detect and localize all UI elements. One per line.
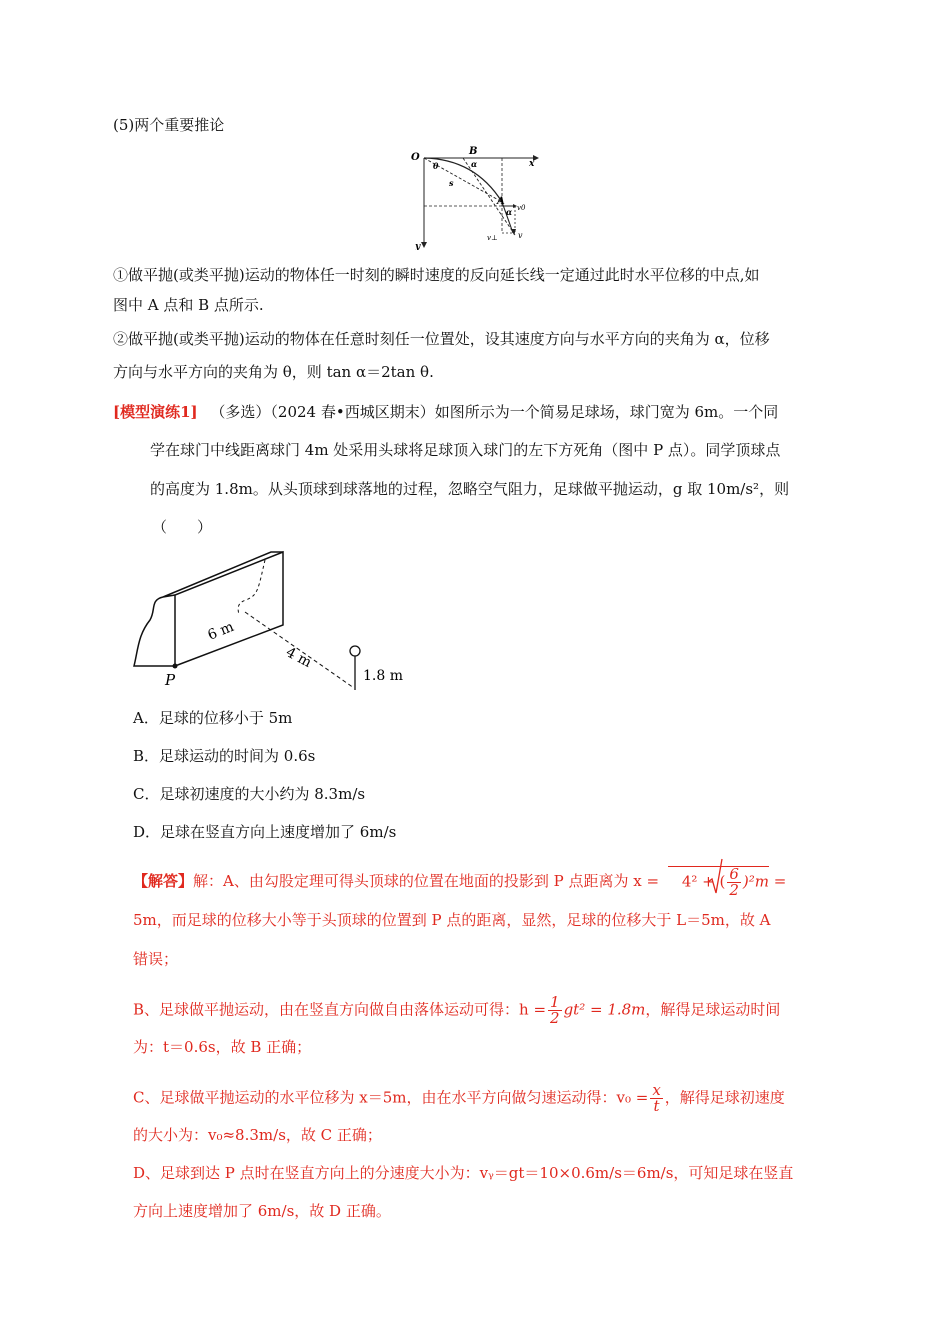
label-a: A (497, 196, 505, 207)
sqrt-expression: 4² + ( $\frac{6}{2}$ )²m (668, 866, 769, 898)
option-b: B．足球运动的时间为 0.6s (133, 747, 316, 765)
option-c: C．足球初速度的大小约为 8.3m/s (133, 785, 366, 803)
label-alpha: α (471, 159, 478, 169)
option-d: D．足球在竖直方向上速度增加了 6m/s (133, 823, 397, 841)
inference-2-line-2: 方向与水平方向的夹角为 θ，则 tan α＝2tan θ. (113, 363, 434, 381)
label-y: y (415, 242, 421, 250)
answer-b-line-1: B、足球做平抛运动，由在竖直方向做自由落体运动可得：h = $\frac{1}{2}$ gt² = 1.8m，解得足球运动时间 (133, 993, 781, 1027)
exercise-line-3: 的高度为 1.8m。从头顶球到球落地的过程，忽略空气阻力，足球做平抛运动，g 取 10m/s²，则 (150, 480, 790, 498)
velocity-extension (463, 158, 515, 235)
label-vperp: v⊥ (487, 234, 498, 242)
exercise-tag: [模型演练1] (113, 403, 198, 421)
answer-d-line-2: 方向上速度增加了 6m/s，故 D 正确。 (133, 1202, 391, 1220)
y-axis-arrow (421, 242, 427, 248)
point-p (173, 664, 178, 669)
label-theta: θ (433, 161, 439, 171)
label-distance: 4 m (283, 644, 315, 672)
label-p: P (165, 671, 176, 689)
answer-prefix: 【解答】 (133, 872, 194, 890)
ball-marker (350, 646, 360, 656)
label-s: s (449, 178, 454, 188)
answer-c-line-1: C、足球做平抛运动的水平位移为 x＝5m，由在水平方向做匀速运动得：v₀ = $\frac{x}{t}$ ，解得足球初速度 (133, 1081, 785, 1115)
answer-a-line-2: 5m，而足球的位移大小等于头顶球的位置到 P 点的距离，显然，足球的位移大于 L＝5m，故 A (133, 911, 771, 929)
answer-a-line-1: 【解答】解：A、由勾股定理可得头顶球的位置在地面的投影到 P 点距离为 x = 4² + ( $\frac{6}{2}$ )²m = (133, 865, 787, 899)
label-origin: O (411, 152, 420, 163)
section-heading: (5)两个重要推论 (113, 116, 225, 134)
inference-2-line-1: ②做平抛(或类平抛)运动的物体在任意时刻任一位置处，设其速度方向与水平方向的夹角为 α，位移 (113, 330, 770, 348)
label-height: 1.8 m (363, 668, 403, 684)
goal-side-net (134, 597, 175, 666)
football-goal-diagram (128, 540, 418, 690)
option-a: A．足球的位移小于 5m (133, 709, 293, 727)
label-v0: v0 (517, 204, 526, 212)
label-alpha2: α (506, 207, 513, 217)
label-b: B (469, 146, 478, 157)
answer-c-line-2: 的大小为：v₀≈8.3m/s，故 C 正确； (133, 1126, 382, 1144)
label-v: v (518, 231, 523, 240)
answer-d-line-1: D、足球到达 P 点时在竖直方向上的分速度大小为：vᵧ＝gt＝10×0.6m/s＝6m/s，可知足球在竖直 (133, 1164, 794, 1182)
projectile-diagram (405, 143, 550, 250)
label-x: x (529, 159, 535, 169)
answer-b-line-2: 为：t＝0.6s，故 B 正确； (133, 1038, 312, 1056)
label-width: 6 m (205, 618, 237, 644)
answer-a-line-3: 错误； (133, 950, 179, 968)
inference-1-line-1: ①做平抛(或类平抛)运动的物体任一时刻的瞬时速度的反向延长线一定通过此时水平位移的中点,如 (113, 266, 760, 284)
exercise-blank: （ ） (152, 518, 213, 536)
sqrt-sign-icon (707, 858, 723, 896)
exercise-line-2: 学在球门中线距离球门 4m 处采用头球将足球顶入球门的左下方死角（图中 P 点）。同学顶球点 (150, 441, 781, 459)
exercise-line-1: （多选）（2024 春•西城区期末）如图所示为一个简易足球场，球门宽为 6m。一个同 (210, 403, 779, 421)
inference-1-line-2: 图中 A 点和 B 点所示. (113, 296, 264, 314)
